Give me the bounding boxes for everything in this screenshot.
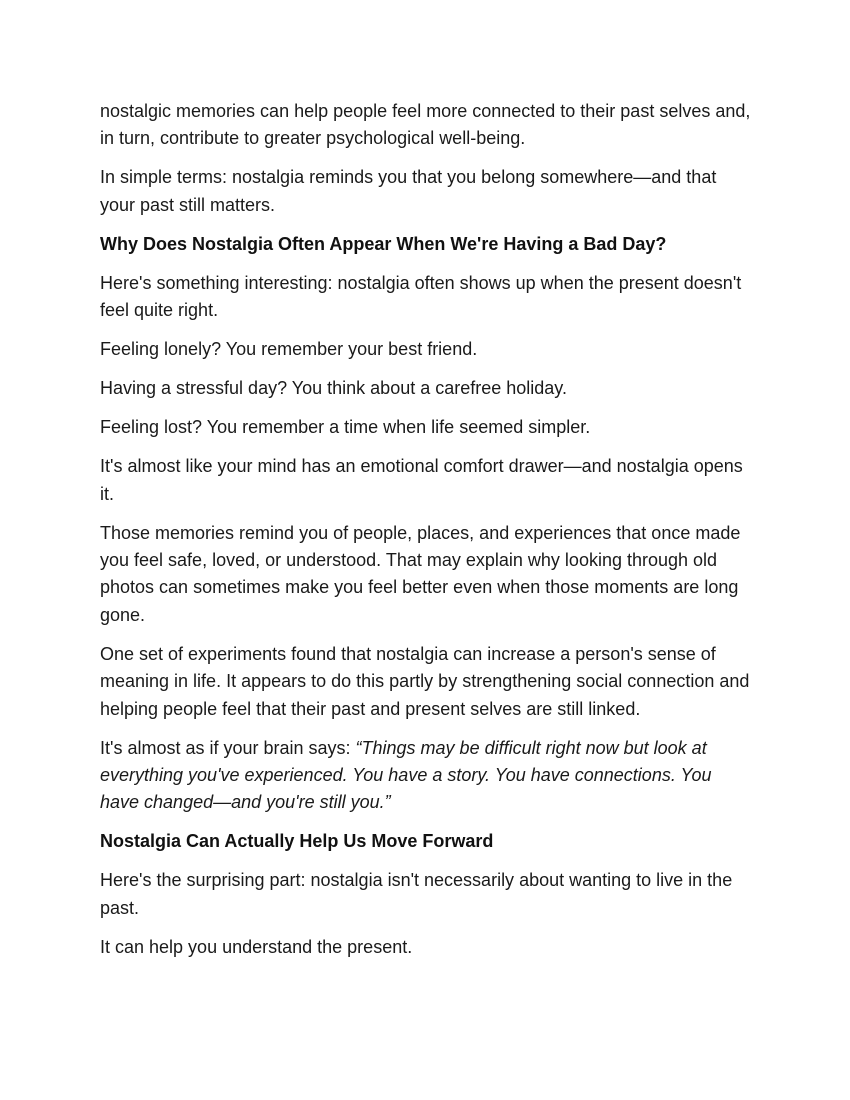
heading-move-forward: Nostalgia Can Actually Help Us Move Forward	[100, 831, 494, 852]
paragraph-experiments: One set of experiments found that nostalgia can increase a person's sense of meaning in life. It appears to do this partly by strengthening social connection and helping people feel that their past and present selves are still linked.	[100, 643, 750, 719]
heading-bad-day: Why Does Nostalgia Often Appear When We're Having a Bad Day?	[100, 233, 667, 254]
brain-says-quote: “Things may be difficult right now but look at everything you've experienced. You have a story. You have connections. You have changed—and you're still you.”	[100, 737, 712, 813]
paragraph-lost: Feeling lost? You remember a time when life seemed simpler.	[100, 417, 591, 438]
paragraph-memories: Those memories remind you of people, places, and experiences that once made you feel safe, loved, or understood. That may explain why looking through old photos can sometimes make you feel better even when those moments are long gone.	[100, 522, 741, 625]
paragraph-interesting: Here's something interesting: nostalgia often shows up when the present doesn't feel quite right.	[100, 272, 742, 321]
brain-says-lead: It's almost as if your brain says:	[100, 737, 356, 758]
paragraph-stressful: Having a stressful day? You think about a carefree holiday.	[100, 378, 567, 399]
paragraph-wellbeing: nostalgic memories can help people feel more connected to their past selves and, in turn, contribute to greater psychological well-being.	[100, 101, 751, 149]
paragraph-comfort-drawer: It's almost like your mind has an emotional comfort drawer—and nostalgia opens it.	[100, 456, 743, 504]
paragraph-lonely: Feeling lonely? You remember your best friend.	[100, 339, 478, 360]
paragraph-present: It can help you understand the present.	[100, 936, 413, 957]
document-page	[100, 98, 755, 973]
paragraph-brain-says	[100, 735, 755, 817]
paragraph-belonging: In simple terms: nostalgia reminds you that you belong somewhere—and that your past still matters.	[100, 167, 717, 215]
paragraph-surprising: Here's the surprising part: nostalgia isn't necessarily about wanting to live in the past.	[100, 870, 733, 918]
